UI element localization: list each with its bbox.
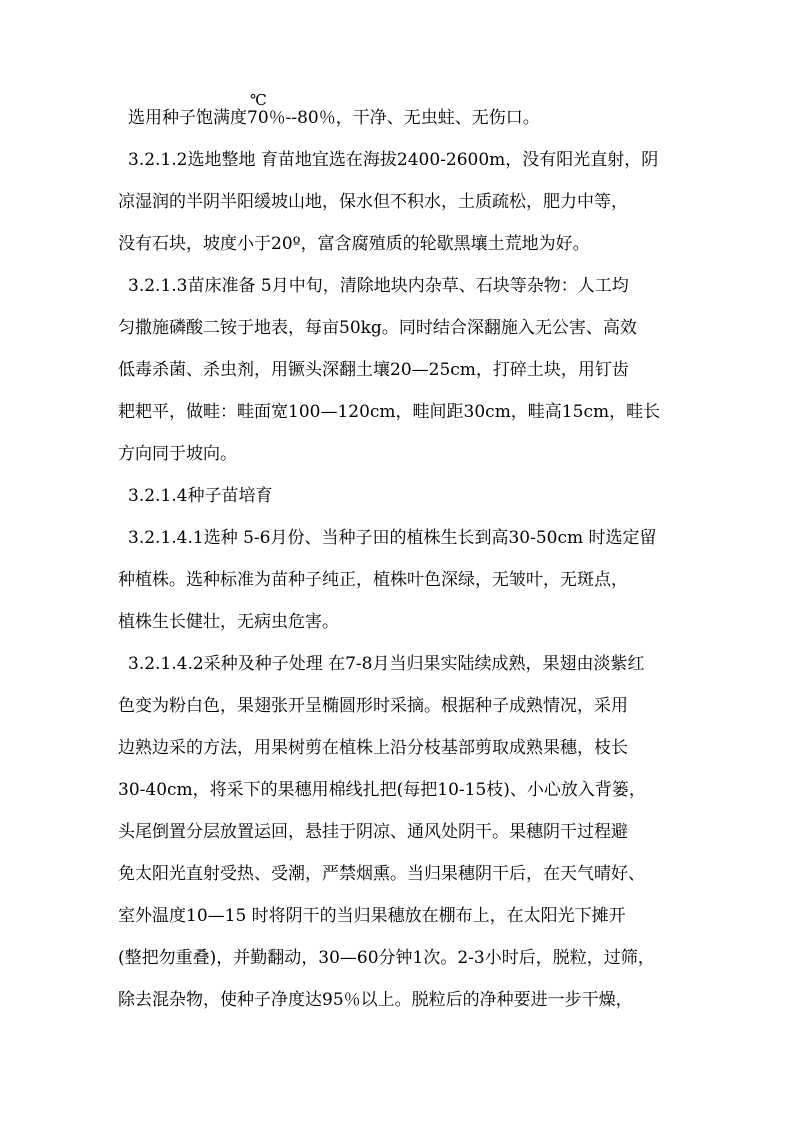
text-line-4: 没有石块，坡度小于20º，富含腐殖质的轮歇黑壤土荒地为好。: [118, 234, 590, 254]
text-line-15: 色变为粉白色，果翅张开呈椭圆形时采摘。根据种子成熟情况，采用: [118, 696, 628, 716]
text-line-21: (整把勿重叠)，并勤翻动，30—60分钟1次。2-3小时后，脱粒，过筛，: [118, 948, 655, 968]
text-line-6: 匀撒施磷酸二铵于地表，每亩50kg。同时结合深翻施入无公害、高效: [118, 318, 637, 338]
text-line-16: 边熟边采的方法，用果树剪在植株上沿分枝基部剪取成熟果穗，枝长: [118, 738, 628, 758]
text-line-11: 3.2.1.4.1选种 5-6月份、当种子田的植株生长到高30-50cm 时选定留: [128, 528, 657, 548]
text-line-20: 室外温度10—15 时将阴干的当归果穗放在棚布上，在太阳光下摊开: [118, 906, 626, 926]
text-line-2: 3.2.1.2选地整地 育苗地宜选在海拔2400-2600m，没有阳光直射，阴: [128, 150, 659, 170]
text-line-12: 种植株。选种标准为苗种子纯正，植株叶色深绿，无皱叶，无斑点，: [118, 570, 628, 590]
text-line-18: 头尾倒置分层放置运回，悬挂于阴凉、通风处阴干。果穗阴干过程避: [118, 822, 628, 842]
text-line-7: 低毒杀菌、杀虫剂，用镢头深翻土壤20—25cm，打碎土块，用钉齿: [118, 360, 629, 380]
text-line-19: 免太阳光直射受热、受潮，严禁烟熏。当归果穗阴干后，在天气晴好、: [118, 864, 645, 884]
text-line-22: 除去混杂物，使种子净度达95％以上。脱粒后的净种要进一步干燥，: [118, 990, 633, 1010]
text-line-17: 30-40cm，将采下的果穗用棉线扎把(每把10-15枝)、小心放入背篓，: [118, 780, 646, 800]
text-line-1: 选用种子饱满度70％--80％，干净、无虫蛀、无伤口。: [128, 108, 540, 128]
text-line-3: 凉湿润的半阴半阳缓坡山地，保水但不积水，土质疏松，肥力中等，: [118, 192, 628, 212]
text-line-13: 植株生长健壮，无病虫危害。: [118, 612, 339, 632]
text-line-10: 3.2.1.4种子苗培育: [128, 486, 273, 506]
degree-mark: ℃: [250, 91, 267, 109]
text-line-8: 耙耙平，做畦：畦面宽100—120cm，畦间距30cm，畦高15cm，畦长: [118, 402, 661, 422]
text-line-5: 3.2.1.3苗床准备 5月中旬，清除地块内杂草、石块等杂物：人工均: [128, 276, 629, 296]
text-line-14: 3.2.1.4.2采种及种子处理 在7-8月当归果实陆续成熟，果翅由淡紫红: [128, 654, 645, 674]
text-line-9: 方向同于坡向。: [118, 444, 237, 464]
